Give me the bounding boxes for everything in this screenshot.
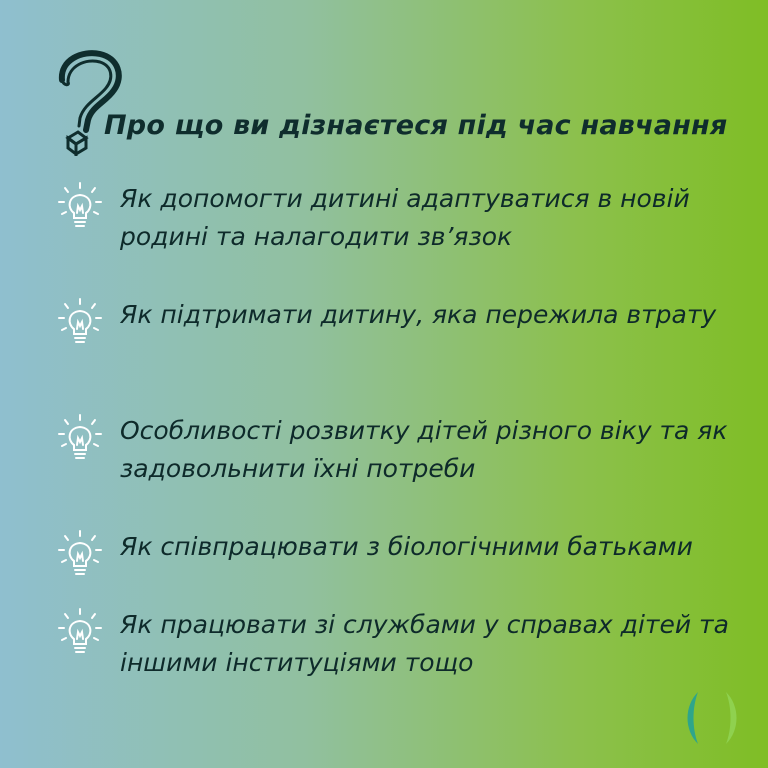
list-item-text: Як співпрацювати з біологічними батьками	[120, 532, 693, 561]
lightbulb-icon	[56, 180, 104, 232]
lightbulb-icon	[56, 606, 104, 658]
list-item-text: Як працювати зі службами у справах дітей та іншими інституціями тощо	[120, 610, 729, 677]
page-title: Про що ви дізнаєтеся під час навчання	[104, 110, 728, 141]
lightbulb-icon	[56, 296, 104, 348]
list-item-text: Особливості розвитку дітей різного віку та як задовольнити їхні потреби	[120, 416, 728, 483]
lightbulb-icon	[56, 528, 104, 580]
list-item-text: Як підтримати дитину, яка пережила втрату	[120, 300, 717, 329]
lightbulb-icon	[56, 412, 104, 464]
brackets-logo-icon	[680, 688, 744, 748]
list-item-text: Як допомогти дитині адаптуватися в новій родині та налагодити зв’язок	[120, 184, 690, 251]
